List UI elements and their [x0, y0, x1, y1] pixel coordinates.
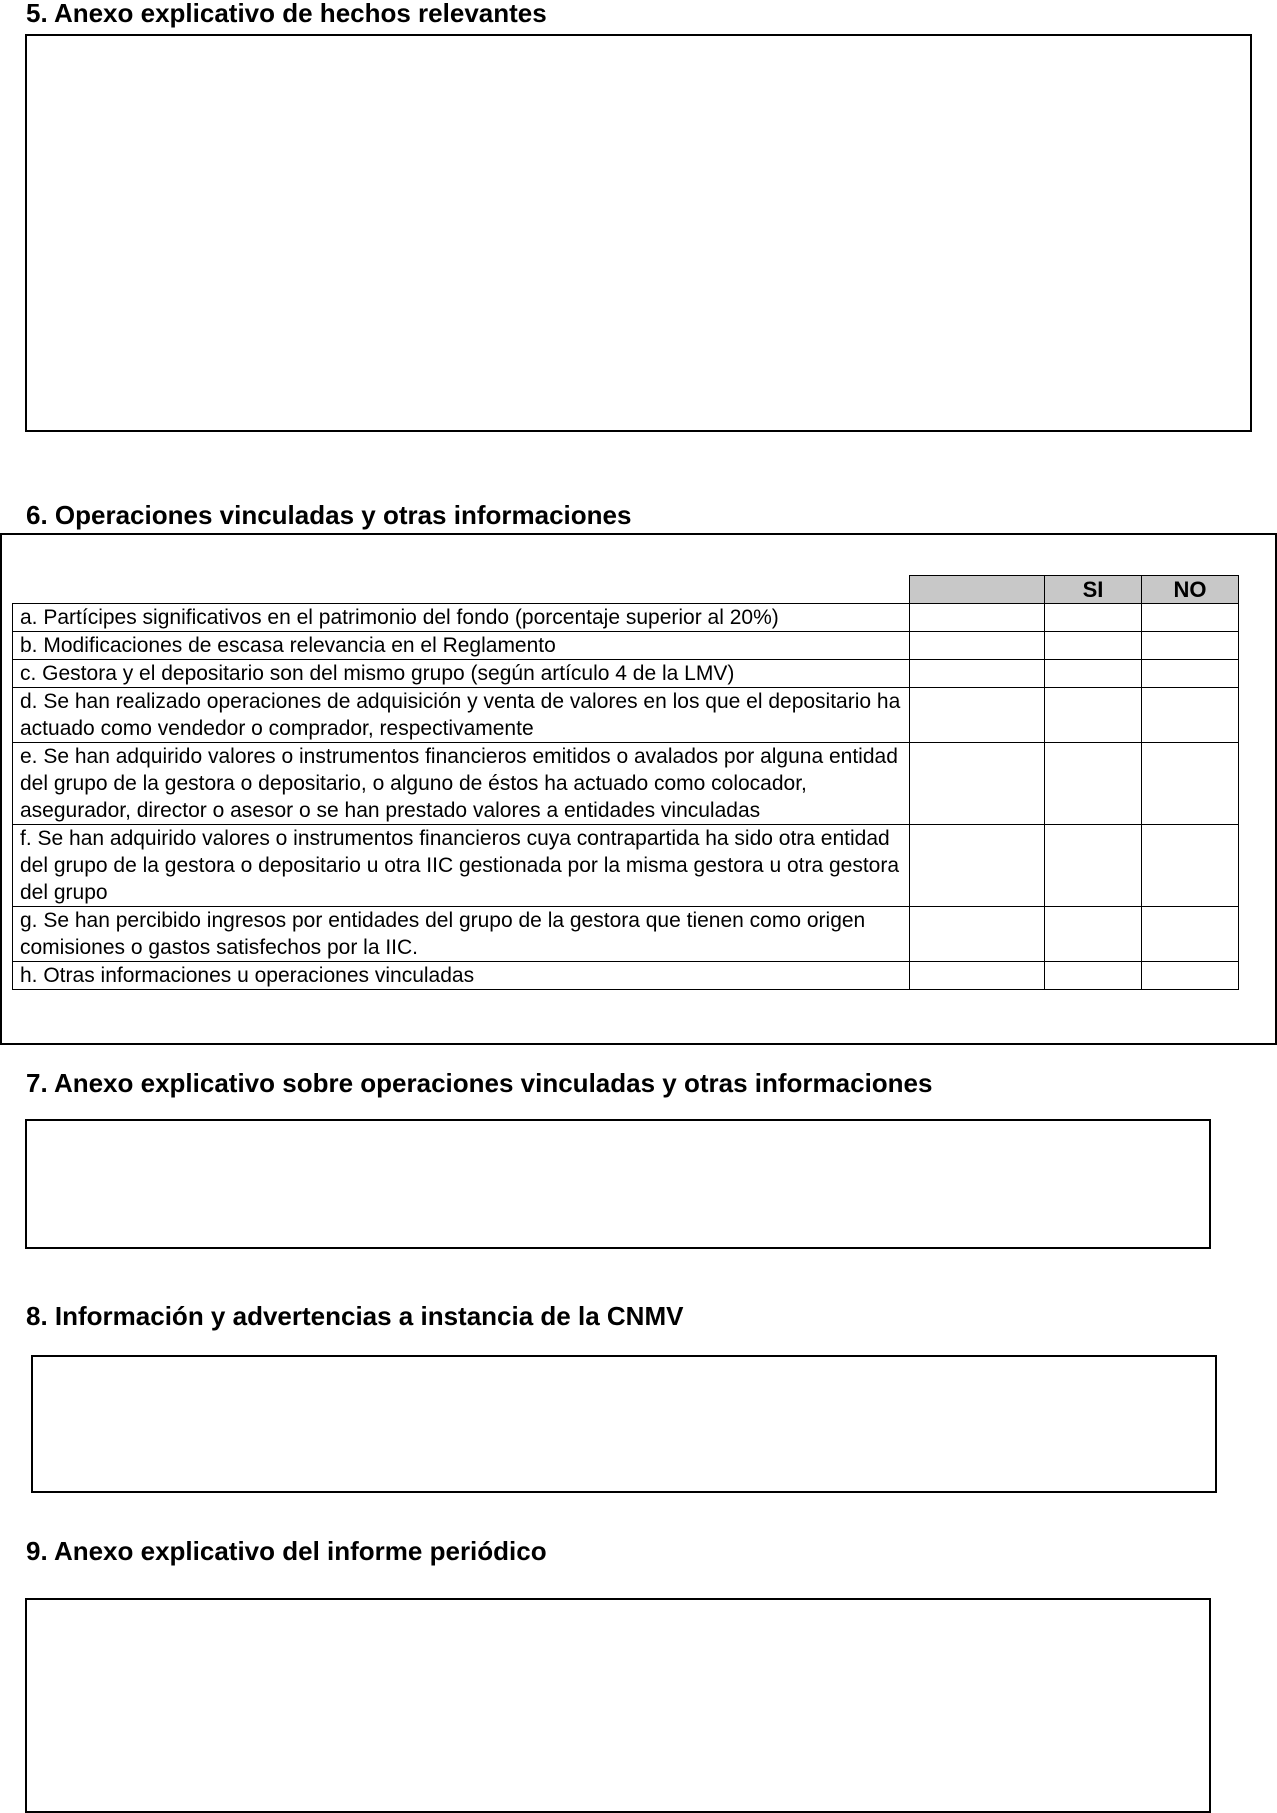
row-si-cell: [1045, 825, 1142, 907]
row-si-cell: [1045, 660, 1142, 688]
row-no-cell: [1142, 604, 1239, 632]
row-description: e. Se han adquirido valores o instrumentos financieros emitidos o avalados por alguna entidad del grupo de la gestora o depositario, o alguno de éstos ha actuado como colocador, asegurador, director o asesor o se han prestado valores a entidades vinculadas: [13, 743, 910, 825]
section-9-box: [25, 1598, 1211, 1813]
header-blank: [13, 576, 910, 604]
row-no-cell: [1142, 962, 1239, 990]
row-si-cell: [1045, 743, 1142, 825]
row-blank-cell: [910, 962, 1045, 990]
row-description: b. Modificaciones de escasa relevancia en el Reglamento: [13, 632, 910, 660]
header-si: SI: [1045, 576, 1142, 604]
row-no-cell: [1142, 825, 1239, 907]
section-8-title: 8. Información y advertencias a instancia de la CNMV: [26, 1301, 684, 1331]
row-no-cell: [1142, 907, 1239, 962]
section-9-title: 9. Anexo explicativo del informe periódico: [26, 1536, 547, 1566]
row-no-cell: [1142, 632, 1239, 660]
row-blank-cell: [910, 660, 1045, 688]
section-5-box: [25, 34, 1252, 432]
row-blank-cell: [910, 743, 1045, 825]
row-description: c. Gestora y el depositario son del mismo grupo (según artículo 4 de la LMV): [13, 660, 910, 688]
row-no-cell: [1142, 743, 1239, 825]
section-7-title: 7. Anexo explicativo sobre operaciones vinculadas y otras informaciones: [26, 1068, 933, 1098]
table-row: [13, 660, 1239, 688]
row-si-cell: [1045, 962, 1142, 990]
table-header-row: [13, 576, 1239, 604]
row-blank-cell: [910, 604, 1045, 632]
row-blank-cell: [910, 825, 1045, 907]
header-grey-cell: [910, 576, 1045, 604]
operations-table: [12, 575, 1239, 990]
section-5-title: 5. Anexo explicativo de hechos relevantes: [26, 0, 547, 28]
row-si-cell: [1045, 632, 1142, 660]
row-blank-cell: [910, 688, 1045, 743]
table-row: [13, 907, 1239, 962]
header-no: NO: [1142, 576, 1239, 604]
row-description: g. Se han percibido ingresos por entidades del grupo de la gestora que tienen como origen comisiones o gastos satisfechos por la IIC.: [13, 907, 910, 962]
row-blank-cell: [910, 632, 1045, 660]
row-description: f. Se han adquirido valores o instrumentos financieros cuya contrapartida ha sido otra entidad del grupo de la gestora o depositario u otra IIC gestionada por la misma gestora u otra gestora del grupo: [13, 825, 910, 907]
table-row: [13, 632, 1239, 660]
row-no-cell: [1142, 688, 1239, 743]
table-row: [13, 825, 1239, 907]
section-6-title: 6. Operaciones vinculadas y otras informaciones: [26, 500, 632, 530]
row-no-cell: [1142, 660, 1239, 688]
section-7-box: [25, 1119, 1211, 1249]
section-8-box: [31, 1355, 1217, 1493]
table-row: [13, 604, 1239, 632]
row-si-cell: [1045, 907, 1142, 962]
row-si-cell: [1045, 604, 1142, 632]
row-description: a. Partícipes significativos en el patrimonio del fondo (porcentaje superior al 20%): [13, 604, 910, 632]
row-description: h. Otras informaciones u operaciones vinculadas: [13, 962, 910, 990]
table-row: [13, 688, 1239, 743]
row-si-cell: [1045, 688, 1142, 743]
table-row: [13, 962, 1239, 990]
row-blank-cell: [910, 907, 1045, 962]
table-row: [13, 743, 1239, 825]
row-description: d. Se han realizado operaciones de adquisición y venta de valores en los que el depositario ha actuado como vendedor o comprador, respectivamente: [13, 688, 910, 743]
